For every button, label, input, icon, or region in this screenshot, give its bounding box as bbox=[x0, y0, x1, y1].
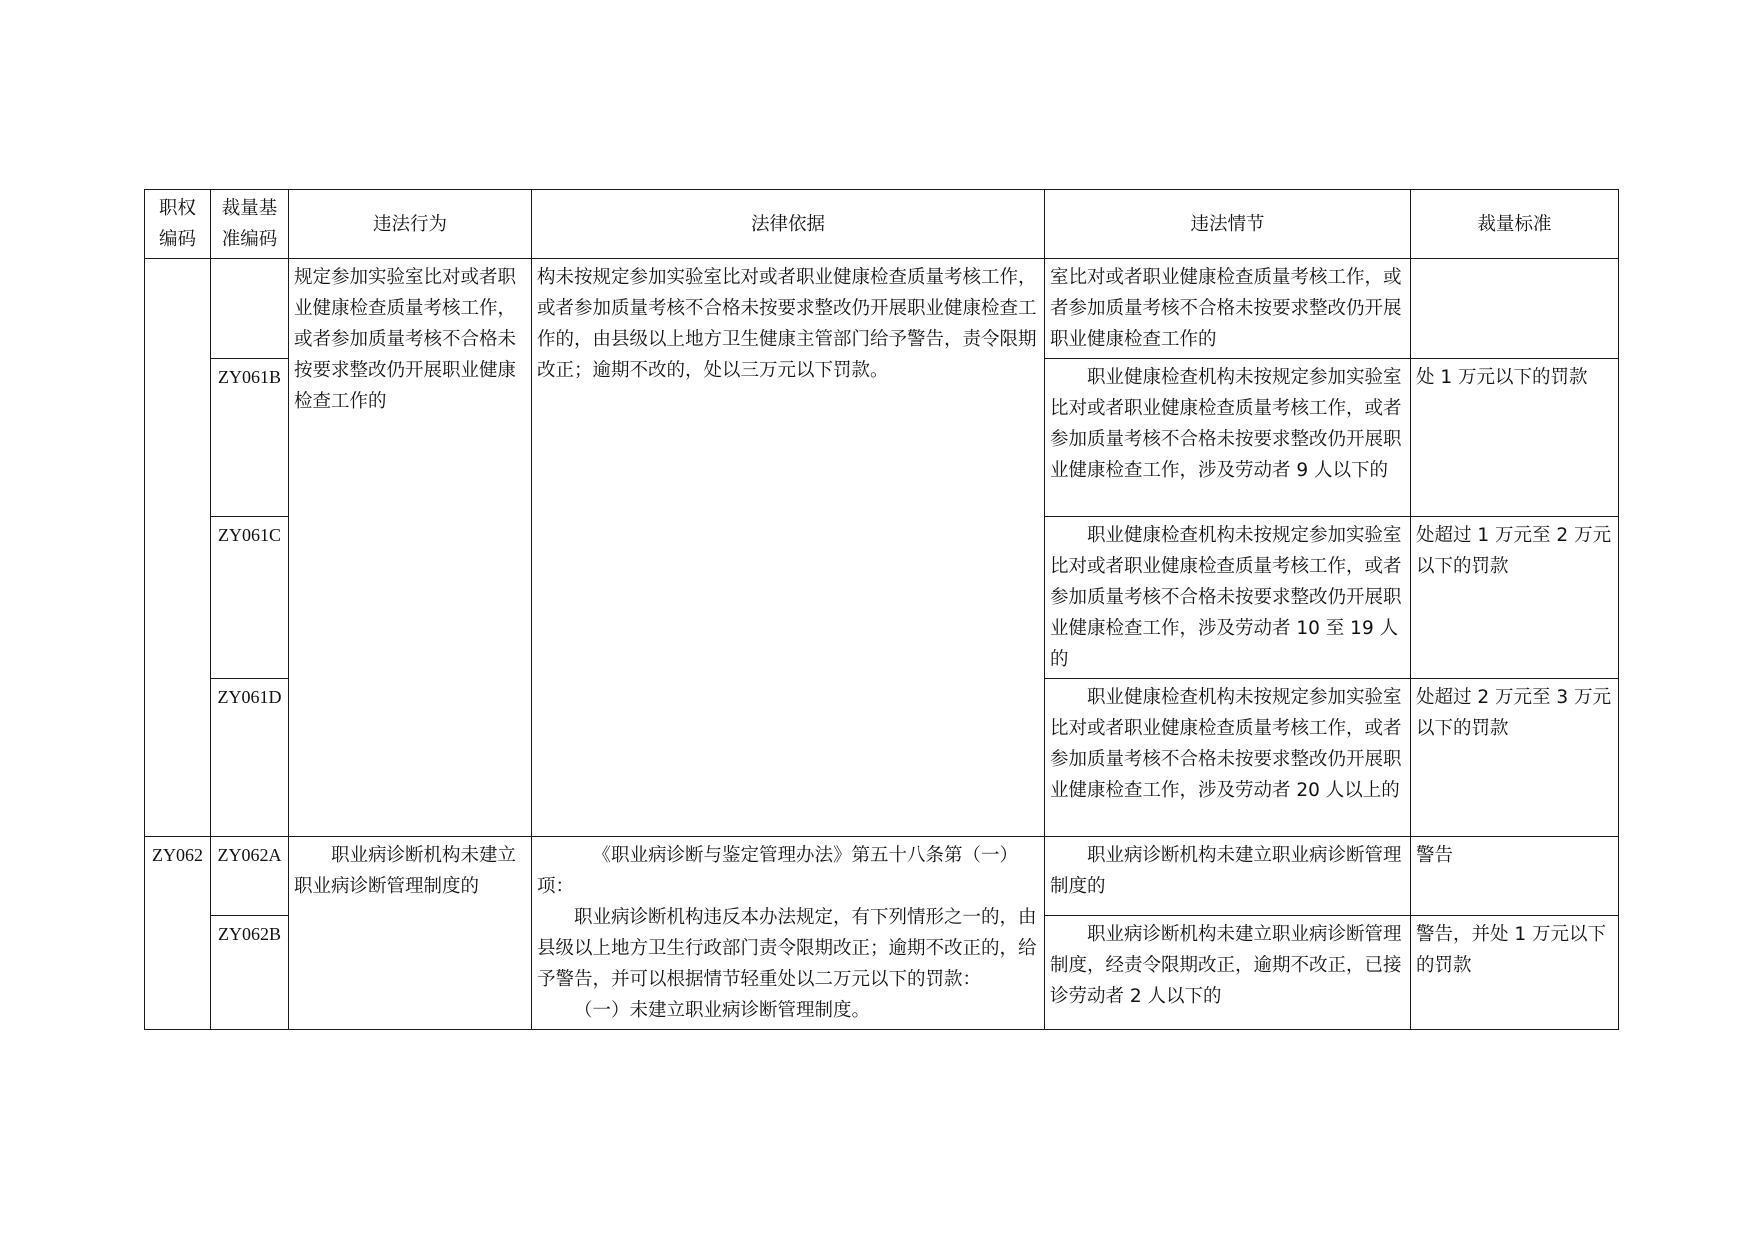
legal-basis-cell bbox=[532, 837, 1045, 1030]
violation-cell bbox=[289, 259, 532, 837]
legal-basis-article: 《职业病诊断与鉴定管理办法》第五十八条第（一）项： bbox=[537, 845, 1019, 897]
standard-cell: 处超过 1 万元至 2 万元以下的罚款 bbox=[1411, 517, 1619, 679]
legal-basis-cell bbox=[532, 259, 1045, 837]
legal-basis-text: 职业病诊断机构违反本办法规定，有下列情形之一的，由县级以上地方卫生行政部门责令限期改正；逾期不改正的，给予警告，并可以根据情节轻重处以二万元以下的罚款： bbox=[537, 907, 1037, 990]
discretion-code-cell: ZY061D bbox=[211, 679, 289, 837]
discretion-code-cell: ZY062A bbox=[211, 837, 289, 916]
authority-code-cell bbox=[145, 259, 211, 837]
circumstance-cell: 职业健康检查机构未按规定参加实验室比对或者职业健康检查质量考核工作，或者参加质量考核不合格未按要求整改仍开展职业健康检查工作，涉及劳动者 20 人以上的 bbox=[1045, 679, 1411, 837]
violation-text: 规定参加实验室比对或者职业健康检查质量考核工作，或者参加质量考核不合格未按要求整改仍开展职业健康检查工作的 bbox=[294, 267, 517, 412]
authority-code-cell: ZY062 bbox=[145, 837, 211, 1030]
circumstance-cell: 职业病诊断机构未建立职业病诊断管理制度，经责令限期改正，逾期不改正，已接诊劳动者 2 人以下的 bbox=[1045, 915, 1411, 1029]
header-legal-basis: 法律依据 bbox=[532, 190, 1045, 259]
header-circumstance: 违法情节 bbox=[1045, 190, 1411, 259]
standard-cell: 处超过 2 万元至 3 万元以下的罚款 bbox=[1411, 679, 1619, 837]
standard-cell: 处 1 万元以下的罚款 bbox=[1411, 359, 1619, 517]
violation-text: 职业病诊断机构未建立职业病诊断管理制度的 bbox=[294, 845, 517, 897]
table-row bbox=[145, 837, 1619, 916]
circumstance-cell: 职业健康检查机构未按规定参加实验室比对或者职业健康检查质量考核工作，或者参加质量考核不合格未按要求整改仍开展职业健康检查工作，涉及劳动者 10 至 19 人的 bbox=[1045, 517, 1411, 679]
circumstance-cell: 职业病诊断机构未建立职业病诊断管理制度的 bbox=[1045, 837, 1411, 916]
discretion-code-cell: ZY062B bbox=[211, 915, 289, 1029]
discretion-code-cell bbox=[211, 259, 289, 359]
discretion-code-cell: ZY061B bbox=[211, 359, 289, 517]
table-row bbox=[145, 259, 1619, 359]
header-authority-code: 职权编码 bbox=[145, 190, 211, 259]
discretion-standard-table bbox=[144, 189, 1619, 1030]
standard-cell: 警告，并处 1 万元以下的罚款 bbox=[1411, 915, 1619, 1029]
legal-basis-text: 构未按规定参加实验室比对或者职业健康检查质量考核工作，或者参加质量考核不合格未按要求整改仍开展职业健康检查工作的，由县级以上地方卫生健康主管部门给予警告，责令限期改正；逾期不改的，处以三万元以下罚款。 bbox=[537, 267, 1037, 381]
header-violation: 违法行为 bbox=[289, 190, 532, 259]
header-discretion-code: 裁量基准编码 bbox=[211, 190, 289, 259]
legal-basis-item: （一）未建立职业病诊断管理制度。 bbox=[574, 1000, 871, 1021]
circumstance-cell: 室比对或者职业健康检查质量考核工作，或者参加质量考核不合格未按要求整改仍开展职业健康检查工作的 bbox=[1045, 259, 1411, 359]
header-standard: 裁量标准 bbox=[1411, 190, 1619, 259]
discretion-code-cell: ZY061C bbox=[211, 517, 289, 679]
standard-cell bbox=[1411, 259, 1619, 359]
violation-cell bbox=[289, 837, 532, 1030]
standard-cell: 警告 bbox=[1411, 837, 1619, 916]
table-header-row bbox=[145, 190, 1619, 259]
circumstance-cell: 职业健康检查机构未按规定参加实验室比对或者职业健康检查质量考核工作，或者参加质量考核不合格未按要求整改仍开展职业健康检查工作，涉及劳动者 9 人以下的 bbox=[1045, 359, 1411, 517]
